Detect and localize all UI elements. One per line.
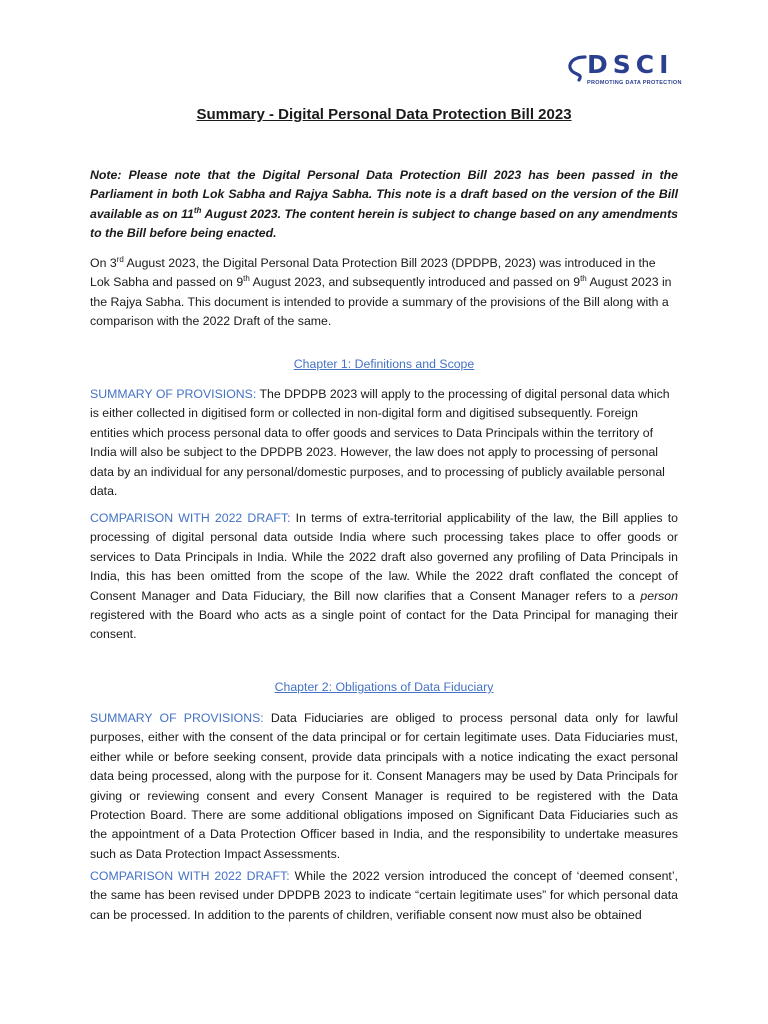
comparison-text-2: registered with the Board who acts as a single point of contact for the Data Principal for managing their consent. <box>90 608 678 642</box>
comparison-text-1: In terms of extra-territorial applicability of the law, the Bill applies to processing of digital personal data outside India where such processing takes place to offer goods or services to Data Principals in India. While the 2022 draft also governed any profiling of Data Principals in India, this has been omitted from the scope of the law. While the 2022 draft conflated the concept of Consent Manager and Data Fiduciary, the Bill now clarifies that a Consent Manager refers to a <box>90 511 678 603</box>
intro-sup-2: th <box>243 274 250 284</box>
intro-sup-1: rd <box>116 254 124 264</box>
intro-sup-3: th <box>580 274 587 284</box>
summary-label: SUMMARY OF PROVISIONS: <box>90 711 264 725</box>
logo-wordmark: DSCI <box>587 50 674 79</box>
note-sup-1: th <box>193 205 202 215</box>
logo-swoosh-icon <box>565 54 589 82</box>
draft-note <box>90 166 678 244</box>
intro-paragraph <box>90 254 678 332</box>
intro-text-1: On 3 <box>90 256 117 270</box>
note-text-2: August 2023. The content herein is subject to change based on any amendments to the Bill before being enacted. <box>90 206 678 241</box>
summary-text: The DPDPB 2023 will apply to the processing of digital personal data which is either collected in digitised form or collected in non-digital form and digitised subsequently. Foreign entities which process personal data to offer goods and services to Data Principals within the territory of India will also be subject to the DPDPB 2023. However, the law does not apply to processing of personal data by an individual for any personal/domestic purposes, and to processing of publicly available personal data. <box>90 387 670 499</box>
chapter-2-summary <box>90 709 678 864</box>
intro-text-2: August 2023, the Digital Personal Data Protection Bill 2023 (DPDPB, 2023) was introduced in the Lok Sabha and passed on 9 <box>90 256 656 290</box>
summary-label: SUMMARY OF PROVISIONS: <box>90 387 257 401</box>
chapter-1-summary <box>90 385 678 501</box>
intro-text-3: August 2023, and subsequently introduced and passed on 9 <box>249 275 581 290</box>
document-title: Summary - Digital Personal Data Protection Bill 2023 <box>196 106 572 123</box>
logo-tagline: PROMOTING DATA PROTECTION <box>587 80 682 86</box>
comparison-text: While the 2022 version introduced the concept of ‘deemed consent’, the same has been revised under DPDPB 2023 to indicate “certain legitimate uses” for which personal data can be processed. In addition to the parents of children, verifiable consent now must also be obtained <box>90 869 678 922</box>
comparison-emphasis: person <box>640 588 678 603</box>
intro-text-4: August 2023 in the Rajya Sabha. This document is intended to provide a summary of the provisions of the Bill along with a comparison with the 2022 Draft of the same. <box>90 275 672 329</box>
chapter-1-heading: Chapter 1: Definitions and Scope <box>293 357 475 371</box>
dsci-logo <box>565 50 682 92</box>
comparison-label: COMPARISON WITH 2022 DRAFT: <box>90 869 290 883</box>
note-text-1: Note: Please note that the Digital Personal Data Protection Bill 2023 has been passed in the Parliament in both Lok Sabha and Rajya Sabha. This note is a draft based on the version of the Bill available as on 11 <box>90 168 678 221</box>
chapter-2-heading: Chapter 2: Obligations of Data Fiduciary <box>274 680 494 694</box>
chapter-2-comparison <box>90 867 678 925</box>
chapter-1-comparison <box>90 509 678 645</box>
summary-text: Data Fiduciaries are obliged to process personal data only for lawful purposes, either with the consent of the data principal or for certain legitimate uses. Data Fiduciaries must, either while or before seeking consent, provide data principals with a notice indicating the exact personal data being processed, along with the purpose for it. Consent Managers may be used by Data Principals for giving or reviewing consent and every Consent Manager is required to be registered with the Data Protection Board. There are some additional obligations imposed on Significant Data Fiduciaries such as the appointment of a Data Protection Officer based in India, and the responsibility to undertake measures such as Data Protection Impact Assessments. <box>90 711 678 861</box>
comparison-label: COMPARISON WITH 2022 DRAFT: <box>90 511 291 525</box>
